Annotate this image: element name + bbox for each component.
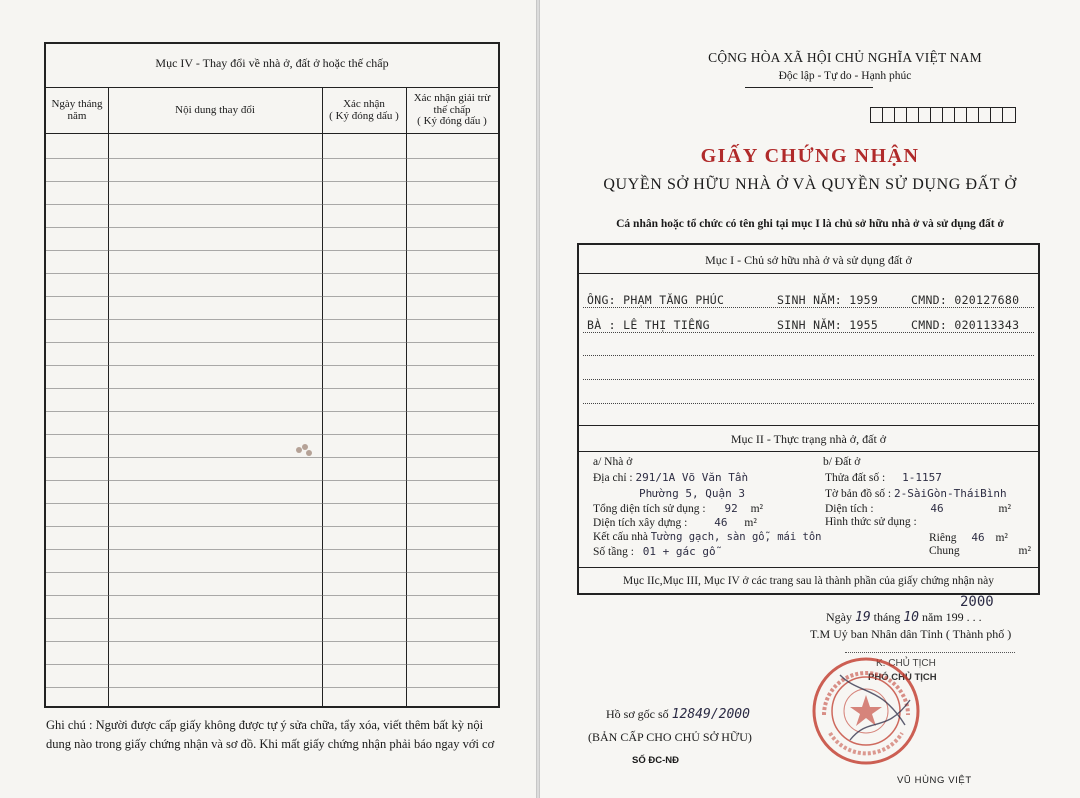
right-page <box>540 0 1080 798</box>
address-value-line2: Phường 5, Quận 3 <box>639 487 745 500</box>
owner-birth: SINH NĂM: 1959 <box>777 293 879 307</box>
col-mortgage-release: Xác nhận giải trừ thế chấp ( Ký đóng dấu ) <box>413 92 491 128</box>
committee-name: T.M Uỷ ban Nhân dân Tỉnh ( Thành phố ) <box>810 627 1012 641</box>
so-dc-nd: SỐ ĐC-NĐ <box>632 755 679 766</box>
section1-title: Mục I - Chủ sở hữu nhà ở và sử dụng đất ở <box>705 253 912 267</box>
section2-title: Mục II - Thực trạng nhà ở, đất ở <box>730 432 887 446</box>
land-private: Riêng 46 m² <box>929 531 1008 544</box>
house-construction-area: Diện tích xây dựng : 46 m² <box>593 516 757 529</box>
col-date: Ngày tháng năm <box>51 97 103 122</box>
issue-date: Ngày 19 tháng 10 năm 199 . . . <box>826 610 982 625</box>
house-heading: a/ Nhà ở <box>593 456 633 468</box>
land-plot: Thửa đất số : 1-1157 <box>825 471 942 484</box>
changes-table <box>44 42 500 708</box>
paper-stain <box>296 444 318 456</box>
certificate-intro: Cá nhân hoặc tổ chức có tên ghi tại mục I là chủ sở hữu nhà ở và sử dụng đất ở <box>616 218 1004 230</box>
house-total-area: Tổng diện tích sử dụng : 92 m² <box>593 502 764 515</box>
changes-table-header <box>46 88 498 134</box>
land-shared: Chung m² <box>929 545 1031 557</box>
house-address: Địa chỉ : 291/1A Võ Văn Tần <box>593 471 749 484</box>
copy-for-owner: (BẢN CẤP CHO CHỦ SỞ HỮU) <box>588 730 752 744</box>
table-rows <box>46 136 498 702</box>
land-map-sheet: Tờ bản đồ số : 2-SàiGòn-TháiBình <box>825 487 1007 500</box>
changes-section-title: Mục IV - Thay đổi về nhà ở, đất ở hoặc thế chấp <box>46 44 498 88</box>
serial-number-boxes <box>870 107 1016 123</box>
chairman-role: K. CHỦ TỊCH <box>876 658 936 669</box>
owner-id: CMND: 020127680 <box>911 293 1020 307</box>
owner-id: CMND: 020113343 <box>911 318 1020 332</box>
certificate-box <box>577 243 1040 595</box>
house-floors: Số tầng : 01 + gác gỗ <box>593 545 716 558</box>
owner-birth: SINH NĂM: 1955 <box>777 318 879 332</box>
official-seal <box>810 655 922 767</box>
owner-name: BÀ : LÊ THỊ TIẾNG <box>587 318 710 332</box>
certificate-subtitle: QUYỀN SỞ HỮU NHÀ Ở VÀ QUYỀN SỬ DỤNG ĐẤT Ở <box>603 176 1017 193</box>
republic-heading: CỘNG HÒA XÃ HỘI CHỦ NGHĨA VIỆT NAM <box>708 50 982 65</box>
address-value: 291/1A Võ Văn Tần <box>635 471 749 484</box>
motto: Độc lập - Tự do - Hạnh phúc <box>778 70 912 82</box>
record-number: Hồ sơ gốc số 12849/2000 <box>606 707 750 722</box>
col-content: Nội dung thay đổi <box>175 103 255 116</box>
land-area: Diện tích : 46 m² <box>825 502 1011 515</box>
note-text: Ghi chú : Người được cấp giấy không được tự ý sửa chữa, tẩy xóa, viết thêm bất kỳ nội dung nào trong giấy chứng nhận và sơ đồ. Khi mất giấy chứng nhận phải báo ngay với cơ <box>46 718 495 752</box>
certificate-title: GIẤY CHỨNG NHẬN <box>700 145 920 167</box>
year-handwritten: 2000 <box>960 594 994 610</box>
land-use-form: Hình thức sử dụng : <box>825 516 917 528</box>
motto-underline <box>745 87 873 88</box>
land-heading: b/ Đất ở <box>823 456 861 468</box>
left-page <box>0 0 536 798</box>
col-confirm: Xác nhận ( Ký đóng dấu ) <box>329 97 399 122</box>
signer-name: VŨ HÙNG VIỆT <box>897 775 972 786</box>
certificate-footer-note: Mục IIc,Mục III, Mục IV ở các trang sau là thành phần của giấy chứng nhận này <box>579 567 1038 593</box>
house-structure: Kết cấu nhà Tường gạch, sàn gỗ, mái tôn <box>593 531 822 543</box>
owner-name: ÔNG: PHẠM TĂNG PHÚC <box>587 293 725 307</box>
vice-chairman-role: PHÓ CHỦ TỊCH <box>868 672 937 683</box>
